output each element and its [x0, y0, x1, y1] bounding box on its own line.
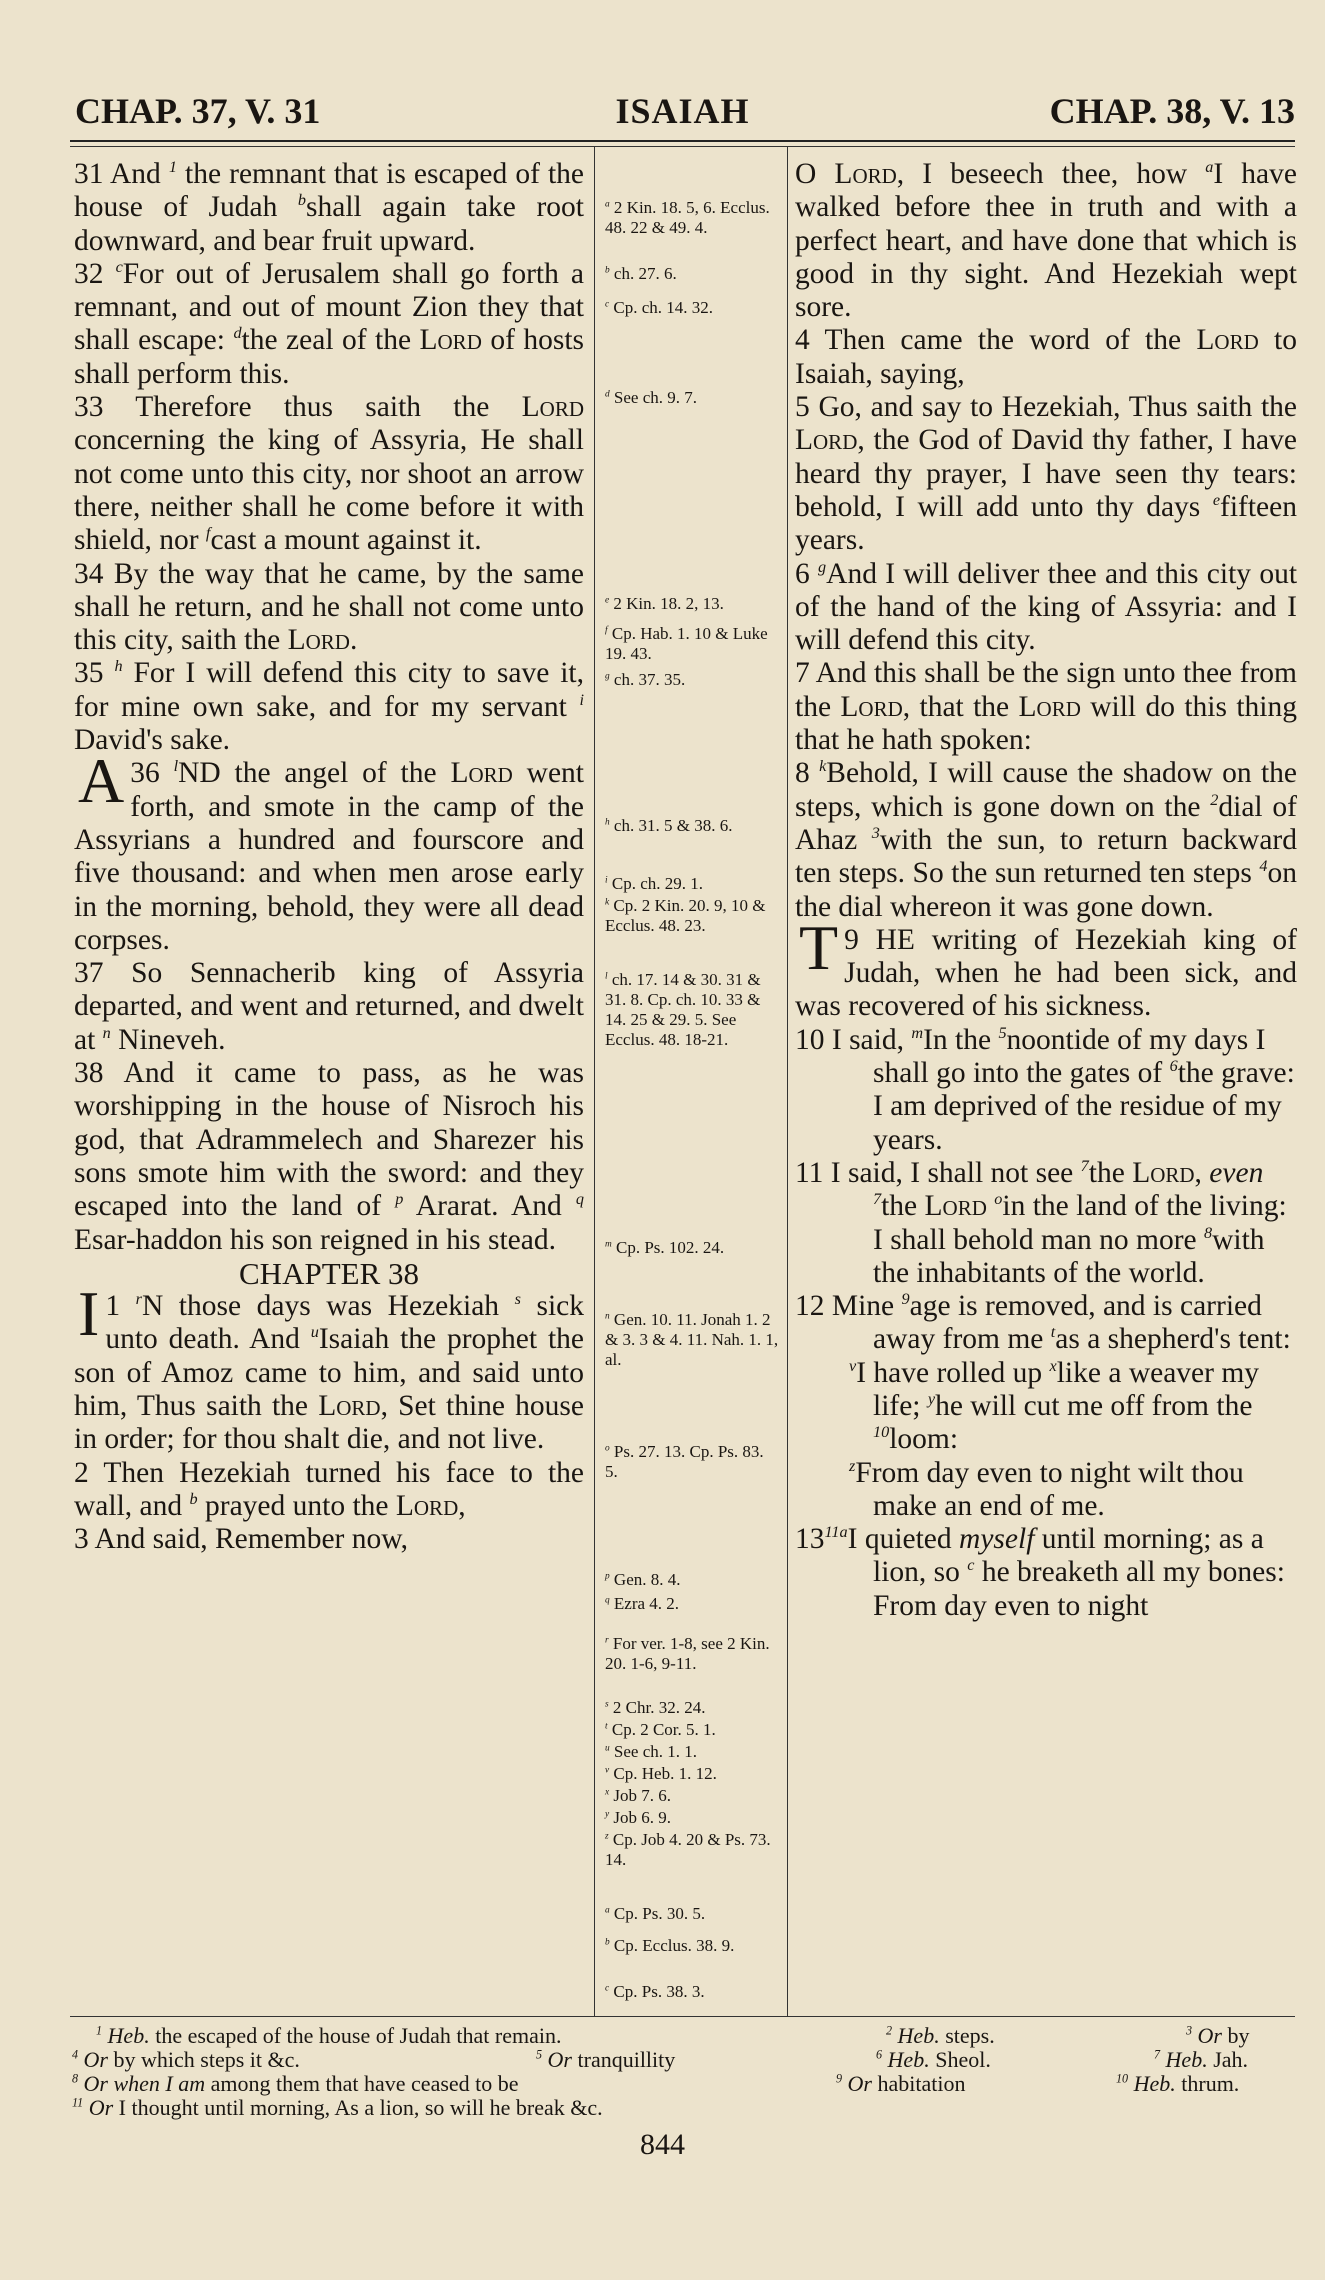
footnote-line-3 [72, 2071, 1296, 2096]
footnote-line-4 [72, 2095, 1296, 2120]
verse-38-13: $13^{11a}I$ quieted myself until morning; as a lion, so $^c$ he breaketh all my bones: [795, 1523, 1285, 1589]
footnote-10: $^{10}$ Heb. thrum. [1116, 2071, 1240, 2096]
verse-37-34: 34 By the way that he came, by the same shall he return, and he shall not come unto this city, saith the Lord. [74, 557, 584, 657]
footnote-4: $^4$ Or by which steps it &c. [72, 2047, 300, 2072]
drop-cap-i: I [78, 1278, 100, 1350]
cross-ref: $^a$ 2 Kin. 18. 5, 6. Ecclus. 48. 22 & 49. 4. [605, 198, 770, 237]
verse-37-35: 35 $^h$ For I will defend this city to save it, for mine own sake, and for my servant $^i$ David's sake. [74, 657, 585, 757]
verse-38-4: 4 Then came the word of the Lord to Isaiah, saying, [795, 324, 1297, 390]
cross-ref: $^n$ Gen. 10. 11. Jonah 1. 2 & 3. 3 & 4. 11. Nah. 1. 1, al. [605, 1310, 779, 1369]
verse-38-5: 5 Go, and say to Hezekiah, Thus saith the Lord, the God of David thy father, I have heard thy prayer, I have seen thy tears: behold, I will add unto thy days $^e$fifteen years. [795, 391, 1297, 557]
footnote-9: $^9$ Or habitation [836, 2071, 966, 2096]
verse-38-7: 7 And this shall be the sign unto thee from the Lord, that the Lord will do this thing that he hath spoken: [795, 657, 1297, 757]
text-column-right [795, 158, 1297, 1623]
cross-ref: $^g$ ch. 37. 35. [605, 670, 686, 689]
drop-cap-a: A [78, 745, 125, 817]
cross-ref: $^z$ Cp. Job 4. 20 & Ps. 73. 14. [605, 1830, 771, 1869]
footnote-11: $^{11}$ Or I thought until morning, As a lion, so will he break &c. [72, 2095, 603, 2120]
cross-ref: $^i$ Cp. ch. 29. 1. [605, 874, 703, 893]
running-header [70, 80, 1295, 140]
verse-38-10-line2: I am deprived of the residue of my years. [873, 1090, 1282, 1156]
cross-ref: $^r$ For ver. 1-8, see 2 Kin. 20. 1-6, 9-11. [605, 1634, 770, 1673]
verse-37-32: 32 $^c$For out of Jerusalem shall go forth a remnant, and out of mount Zion they that shall escape: $^d$the zeal of the Lord of hosts shall perform this. [74, 257, 584, 390]
verse-37-36: 36 $^l$ A ND the angel of the Lord went forth, and smote in the camp of the Assyrians a hundred and fourscore and five thousand: and when men arose early in the morning, behold, they were all dead corpses. [74, 745, 584, 956]
cross-ref: $^x$ Job 7. 6. [605, 1786, 672, 1805]
cross-ref: $^b$ ch. 27. 6. [605, 264, 677, 283]
footnote-2: $^2$ Heb. steps. [886, 2023, 995, 2048]
footnote-1: $^1$ Heb. the escaped of the house of Judah that remain. [96, 2023, 562, 2048]
footnote-8: $^8$ Or when I am among them that have ceased to be [72, 2071, 519, 2096]
cross-ref: $^c$ Cp. Ps. 38. 3. [605, 1982, 705, 2001]
footnote-rule [70, 2016, 1295, 2017]
cross-ref: $^q$ Ezra 4. 2. [605, 1594, 680, 1613]
footnote-line-1 [96, 2024, 1296, 2048]
footnote-5: $^5$ Or tranquillity [536, 2047, 676, 2072]
cross-ref: $^e$ 2 Kin. 18. 2, 13. [605, 594, 724, 613]
column-divider-left [594, 146, 595, 2016]
verse-38-3-cont: O Lord, I beseech thee, how $^a$I have walked before thee in truth and with a perfect heart, and have done that which is good in thy sight. And Hezekiah wept sore. [795, 158, 1297, 324]
cross-ref: $^b$ Cp. Ecclus. 38. 9. [605, 1936, 735, 1955]
chapter-heading: CHAPTER 38 [239, 1255, 419, 1291]
cross-ref: $^y$ Job 6. 9. [605, 1808, 672, 1827]
verse-38-1: 1 $^r$ I N those days was Hezekiah $^s$ sick unto death. And $^u$Isaiah the prophet the son of Amoz came to him, and said unto him, Thus saith the Lord, Set thine house in order; for thou shalt die, and not live. [74, 1278, 584, 1456]
cross-ref: $^f$ Cp. Hab. 1. 10 & Luke 19. 43. [605, 624, 768, 663]
footnote-line-2 [72, 2047, 1296, 2072]
cross-ref: $^v$ Cp. Heb. 1. 12. [605, 1764, 717, 1783]
cross-ref: $^t$ Cp. 2 Cor. 5. 1. [605, 1720, 716, 1739]
page-number: 844 [640, 2128, 685, 2161]
cross-ref: $^u$ See ch. 1. 1. [605, 1742, 698, 1761]
verse-37-38: 38 And it came to pass, as he was worshipping in the house of Nisroch his god, that Adrammelech and Sharezer his sons smote him with the sword: and they escaped into the land of $^p$ Ararat. And $^q$ Esar-haddon his son reigned in his stead. [74, 1057, 584, 1256]
verse-38-11: 11 I said, I shall not see $^7$the Lord, even $^7$the Lord $^o$in the land of the living: [795, 1156, 1287, 1223]
cross-ref: $^a$ Cp. Ps. 30. 5. [605, 1904, 706, 1923]
verse-38-6: 6 $^g$And I will deliver thee and this city out of the hand of the king of Assyria: and I will defend this city. [795, 557, 1298, 657]
verse-37-33: 33 Therefore thus saith the Lord concerning the king of Assyria, He shall not come unto this city, nor shoot an arrow there, neither shall he come before it with shield, nor $^f$cast a mount against it. [74, 391, 584, 557]
footnote-3: $^3$ Or by [1186, 2023, 1250, 2048]
header-right: CHAP. 38, V. 13 [1049, 91, 1295, 131]
cross-ref: $^s$ 2 Chr. 32. 24. [605, 1698, 706, 1717]
verse-38-12-line2: $^v$I have rolled up $^x$like a weaver my life; $^y$he will cut me off from the $^{10}$loom: [849, 1356, 1260, 1456]
header-rule-thin [70, 146, 1295, 147]
header-book-title: ISAIAH [615, 91, 750, 131]
text-column-left [74, 158, 584, 1556]
verse-38-8: 8 $^k$Behold, I will cause the shadow on the steps, which is gone down on the $^2$dial of Ahaz $^3$with the sun, to return backward ten steps. So the sun returned ten steps $^4$on the dial whereon it was gone down. [795, 757, 1298, 923]
verse-38-12: 12 Mine $^9$age is removed, and is carried away from me $^t$as a shepherd's tent: [795, 1290, 1291, 1356]
cross-ref: $^l$ ch. 17. 14 & 30. 31 & 31. 8. Cp. ch. 10. 33 & 14. 25 & 29. 5. See Ecclus. 48. 18-21. [605, 970, 761, 1049]
verse-38-10: 10 I said, $^m$In the $^5$noontide of my days I shall go into the gates of $^6$the grave: [795, 1023, 1295, 1090]
verse-38-13-line2: From day even to night [873, 1589, 1149, 1622]
cross-ref: $^c$ Cp. ch. 14. 32. [605, 298, 714, 317]
footnote-6: $^6$ Heb. Sheol. [876, 2047, 991, 2072]
cross-ref: $^d$ See ch. 9. 7. [605, 388, 698, 407]
cross-ref: $^m$ Cp. Ps. 102. 24. [605, 1238, 725, 1257]
column-divider-right [787, 146, 788, 2016]
verse-38-11-line2: I shall behold man no more $^8$with the inhabitants of the world. [873, 1223, 1265, 1289]
header-rule [70, 140, 1295, 142]
drop-cap-t: T [799, 911, 839, 983]
verse-38-2: 2 Then Hezekiah turned his face to the wall, and $^b$ prayed unto the Lord, [74, 1456, 584, 1522]
verse-37-31: 31 And $^1$ the remnant that is escaped of the house of Judah $^b$shall again take root downward, and bear fruit upward. [74, 158, 584, 257]
cross-ref: $^o$ Ps. 27. 13. Cp. Ps. 83. 5. [605, 1442, 764, 1481]
verse-37-37: 37 So Sennacherib king of Assyria departed, and went and returned, and dwelt at $^n$ Nineveh. [74, 957, 584, 1056]
verse-38-3-start: 3 And said, Remember now, [74, 1523, 409, 1556]
footnote-7: $^7$ Heb. Jah. [1154, 2047, 1249, 2072]
verse-38-9: 9 T HE writing of Hezekiah king of Judah, when he had been sick, and was recovered of his sickness. [795, 911, 1297, 1023]
cross-ref: $^h$ ch. 31. 5 & 38. 6. [605, 816, 733, 835]
footnotes [72, 2023, 1296, 2120]
header-left: CHAP. 37, V. 31 [75, 91, 321, 131]
cross-ref: $^k$ Cp. 2 Kin. 20. 9, 10 & Ecclus. 48. 23. [605, 896, 766, 935]
cross-ref: $^p$ Gen. 8. 4. [605, 1570, 681, 1589]
verse-38-12-line3: $^z$From day even to night wilt thou make an end of me. [849, 1456, 1244, 1522]
